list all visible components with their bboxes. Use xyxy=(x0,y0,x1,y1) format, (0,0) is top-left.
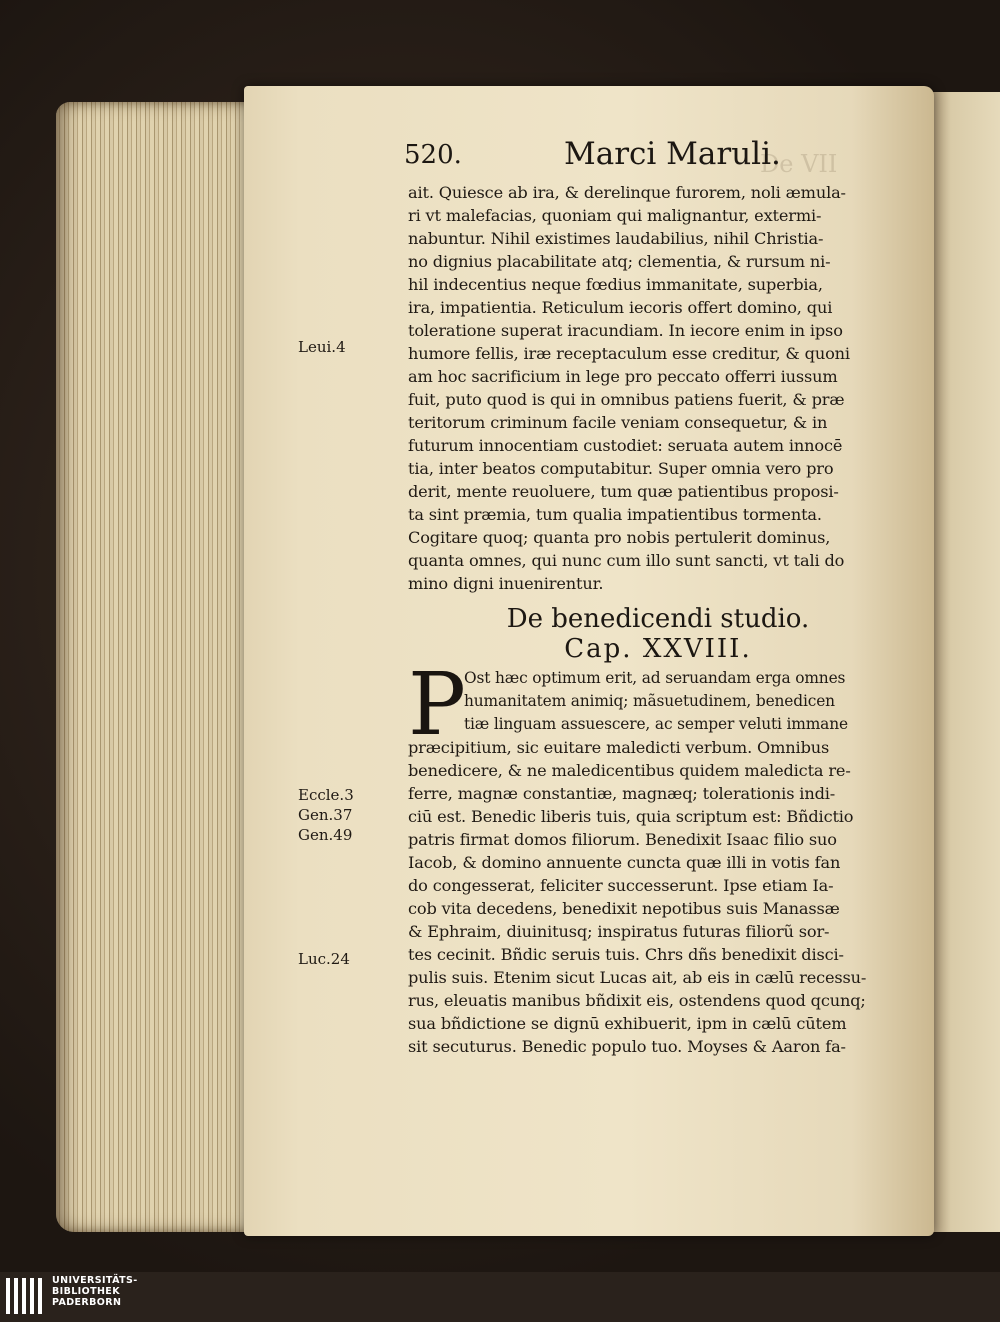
bleed-through-text: De VII xyxy=(760,150,838,178)
text-line: humanitatem animiq; mãsuetudinem, benedicen xyxy=(464,692,835,710)
text-line: futurum innocentiam custodiet: seruata autem innocē xyxy=(408,437,843,455)
margin-note: Eccle.3 xyxy=(298,786,354,804)
page-number: 520. xyxy=(404,140,462,170)
text-line: toleratione superat iracundiam. In iecore enim in ipso xyxy=(408,322,843,340)
text-line: am hoc sacrificium in lege pro peccato offerri iussum xyxy=(408,368,838,386)
text-line: Cogitare quoq; quanta pro nobis pertulerit dominus, xyxy=(408,529,831,547)
text-line: rus, eleuatis manibus bñdixit eis, ostendens quod qcunq; xyxy=(408,992,866,1010)
text-line: ta sint præmia, tum qualia impatientibus tormenta. xyxy=(408,506,822,524)
text-line: sit secuturus. Benedic populo tuo. Moyses & Aaron fa- xyxy=(408,1038,846,1056)
text-line: ira, impatientia. Reticulum iecoris offert domino, qui xyxy=(408,299,833,317)
text-line: tiæ linguam assuescere, ac semper veluti immane xyxy=(464,715,848,733)
facing-page xyxy=(930,92,1000,1232)
text-line: patris firmat domos filiorum. Benedixit Isaac filio suo xyxy=(408,831,837,849)
text-line: mino digni inuenirentur. xyxy=(408,575,604,593)
text-line: pulis suis. Etenim sicut Lucas ait, ab eis in cælū recessu- xyxy=(408,969,867,987)
chapter-title: De benedicendi studio. xyxy=(506,604,810,634)
text-line: fuit, puto quod is qui in omnibus patiens fuerit, & præ xyxy=(408,391,845,409)
text-line: teritorum criminum facile veniam consequetur, & in xyxy=(408,414,828,432)
text-line: ri vt malefacias, quoniam qui malignantur, extermi- xyxy=(408,207,822,225)
text-line: sua bñdictione se dignū exhibuerit, ipm in cælū cūtem xyxy=(408,1015,847,1033)
logo-text-line: UNIVERSITÄTS- xyxy=(52,1275,138,1286)
text-line: tia, inter beatos computabitur. Super omnia vero pro xyxy=(408,460,834,478)
book-page-edges xyxy=(56,102,256,1232)
page-header xyxy=(404,136,804,174)
text-line: humore fellis, iræ receptaculum esse creditur, & quoni xyxy=(408,345,850,363)
text-line: & Ephraim, diuinitusq; inspiratus futuras filiorũ sor- xyxy=(408,923,830,941)
text-line: præcipitium, sic euitare maledicti verbum. Omnibus xyxy=(408,739,830,757)
text-line: cob vita decedens, benedixit nepotibus suis Manassæ xyxy=(408,900,840,918)
text-line: benedicere, & ne maledicentibus quidem maledicta re- xyxy=(408,762,851,780)
library-logo-bar xyxy=(0,1272,1000,1322)
text-line: do congesserat, feliciter successerunt. Ipse etiam Ia- xyxy=(408,877,834,895)
text-line: nabuntur. Nihil existimes laudabilius, nihil Christia- xyxy=(408,230,824,248)
text-line: ferre, magnæ constantiæ, magnæq; tolerationis indi- xyxy=(408,785,836,803)
text-line: Iacob, & domino annuente cuncta quæ illi in votis fan xyxy=(408,854,841,872)
margin-note: Luc.24 xyxy=(298,950,350,968)
text-line: ait. Quiesce ab ira, & derelinque furorem, noli æmula- xyxy=(408,184,846,202)
margin-note: Leui.4 xyxy=(298,338,346,356)
text-line: Ost hæc optimum erit, ad seruandam erga omnes xyxy=(464,669,846,687)
text-line: hil indecentius neque fœdius immanitate, superbia, xyxy=(408,276,823,294)
text-line: no dignius placabilitate atq; clementia, & rursum ni- xyxy=(408,253,831,271)
text-line: quanta omnes, qui nunc cum illo sunt sancti, vt tali do xyxy=(408,552,845,570)
logo-text-line: PADERBORN xyxy=(52,1297,122,1308)
text-line: tes cecinit. Bñdic seruis tuis. Chrs dñs benedixit disci- xyxy=(408,946,844,964)
text-line: ciū est. Benedic liberis tuis, quia scriptum est: Bñdictio xyxy=(408,808,854,826)
drop-capital: P xyxy=(408,655,466,755)
logo-text-line: BIBLIOTHEK xyxy=(52,1286,120,1297)
margin-note: Gen.37 xyxy=(298,806,353,824)
library-logo-icon xyxy=(6,1278,46,1314)
running-title: Marci Maruli. xyxy=(564,136,781,172)
margin-note: Gen.49 xyxy=(298,826,353,844)
chapter-number: Cap. XXVIII. xyxy=(564,634,752,664)
text-line: derit, mente reuoluere, tum quæ patientibus proposi- xyxy=(408,483,839,501)
